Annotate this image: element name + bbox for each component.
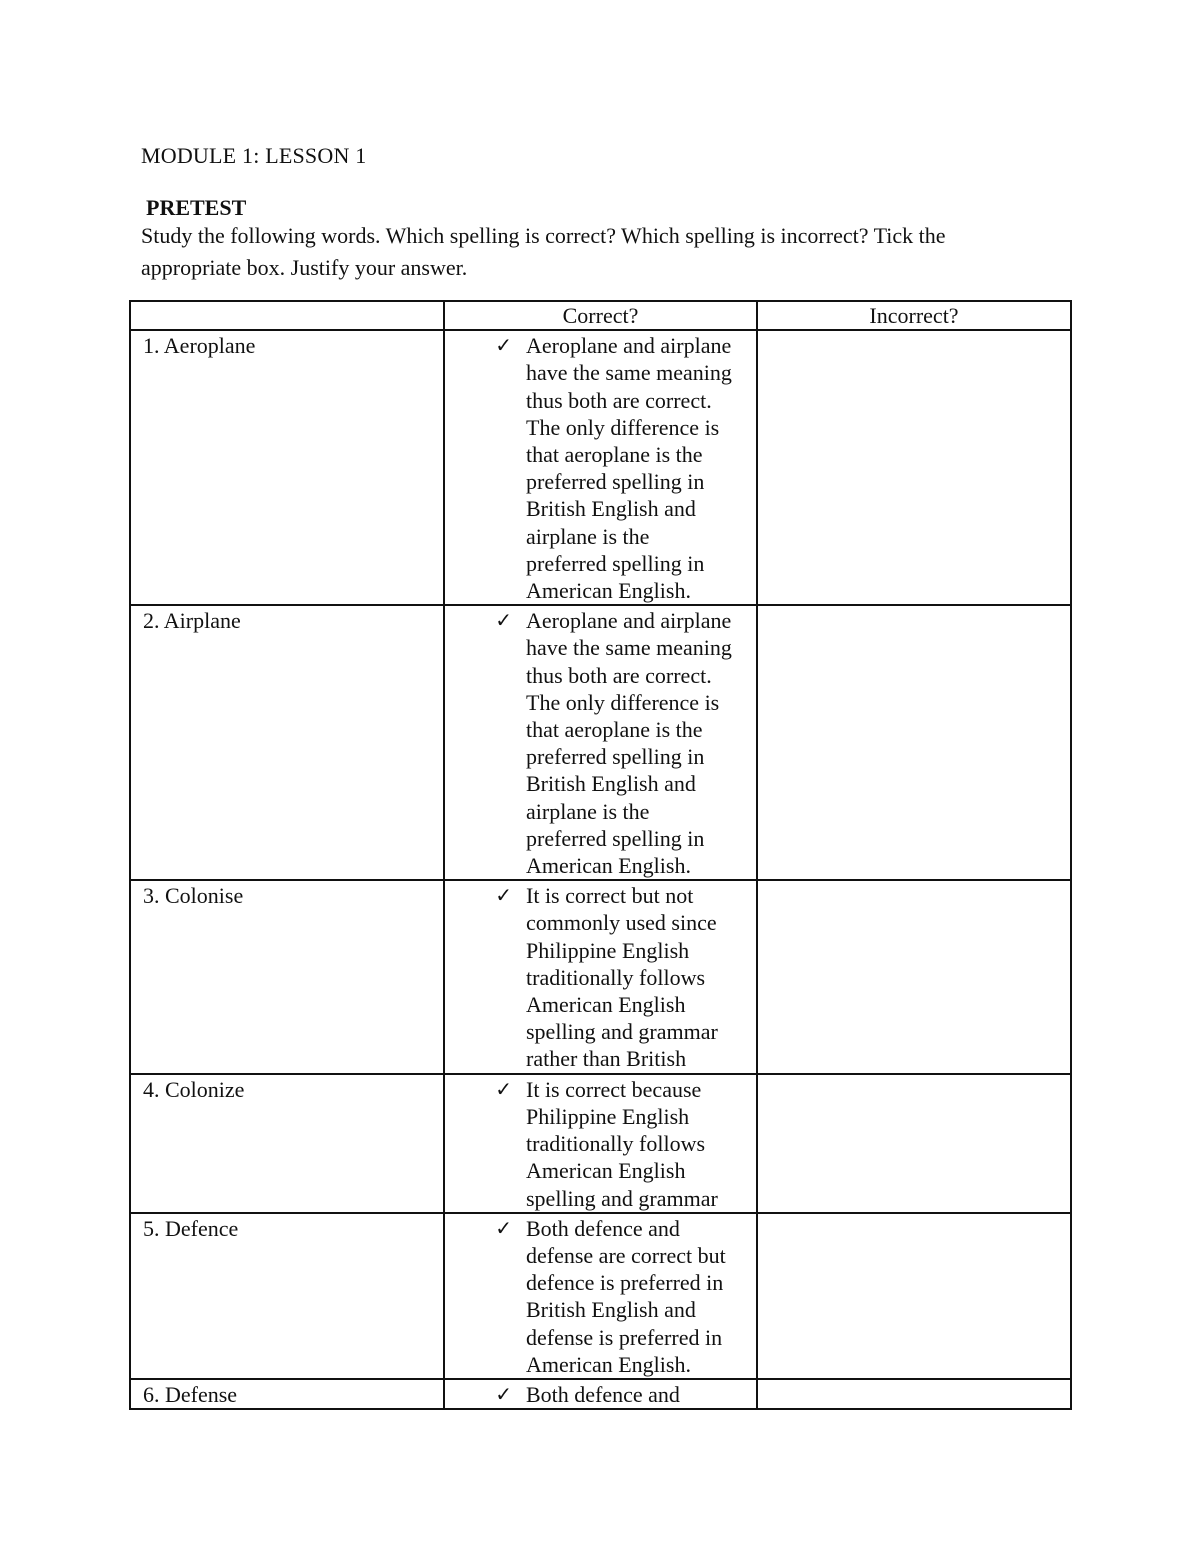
justification-line: It is correct because (526, 1076, 702, 1102)
table-row (130, 1213, 1071, 1379)
check-mark-icon: ✓ (495, 1381, 512, 1406)
justification-line: Philippine English (526, 1103, 690, 1129)
table-row (130, 1074, 1071, 1213)
incorrect-cell (757, 1379, 1071, 1409)
justification-line: have the same meaning (526, 360, 732, 386)
justification-line: airplane is the (526, 523, 650, 549)
justification-line: Philippine English (526, 937, 690, 963)
word-cell: 1. Aeroplane (130, 330, 444, 605)
check-mark-icon: ✓ (495, 1076, 512, 1101)
justification-line: British English and (526, 496, 696, 522)
justification-line: American English. (526, 853, 691, 879)
instructions-line: Study the following words. Which spelling is correct? Which spelling is incorrect? Tick the (141, 223, 946, 248)
instructions-line: appropriate box. Justify your answer. (141, 255, 468, 280)
justification-line: defence is preferred in (526, 1270, 724, 1296)
correct-cell (444, 1379, 757, 1409)
justification-line: preferred spelling in (526, 550, 705, 576)
justification-line: preferred spelling in (526, 825, 705, 851)
correct-answer (445, 332, 756, 604)
justification-text (526, 1381, 756, 1408)
justification-line: spelling and grammar (526, 1019, 718, 1045)
justification-line: rather than British (526, 1046, 687, 1072)
justification-line: Aeroplane and airplane (526, 608, 732, 634)
justification-line: airplane is the (526, 798, 650, 824)
check-mark-icon: ✓ (495, 883, 512, 908)
word-cell: 4. Colonize (130, 1074, 444, 1213)
justification-line: British English and (526, 771, 696, 797)
table-row (130, 880, 1071, 1073)
correct-answer (445, 1076, 756, 1212)
justification-line: preferred spelling in (526, 744, 705, 770)
justification-line: American English. (526, 1351, 691, 1377)
correct-cell (444, 330, 757, 605)
justification-line: thus both are correct. (526, 662, 712, 688)
justification-line: American English (526, 992, 686, 1018)
section-heading: PRETEST (146, 195, 247, 220)
correct-answer (445, 882, 756, 1072)
correct-cell (444, 605, 757, 880)
correct-cell (444, 1074, 757, 1213)
word-cell: 2. Airplane (130, 605, 444, 880)
justification-line: Both defence and (526, 1215, 680, 1241)
check-mark-icon: ✓ (495, 1215, 512, 1240)
justification-line: traditionally follows (526, 1131, 706, 1157)
justification-line: American English (526, 1158, 686, 1184)
justification-line: The only difference is (526, 689, 720, 715)
justification-line: have the same meaning (526, 635, 732, 661)
correct-cell (444, 880, 757, 1073)
incorrect-cell (757, 880, 1071, 1073)
justification-line: that aeroplane is the (526, 442, 703, 468)
justification-text (526, 332, 756, 604)
table-row (130, 605, 1071, 880)
header-cell-correct: Correct? (444, 301, 757, 330)
correct-answer (445, 1215, 756, 1378)
justification-line: Aeroplane and airplane (526, 333, 732, 359)
incorrect-cell (757, 330, 1071, 605)
justification-text (526, 882, 756, 1072)
instructions-paragraph (141, 220, 1041, 284)
module-title: MODULE 1: LESSON 1 (141, 143, 367, 168)
table-row (130, 330, 1071, 605)
justification-line: American English. (526, 578, 691, 604)
incorrect-cell (757, 605, 1071, 880)
header-cell-incorrect: Incorrect? (757, 301, 1071, 330)
justification-line: The only difference is (526, 414, 720, 440)
correct-answer (445, 1381, 756, 1408)
justification-text (526, 607, 756, 879)
incorrect-cell (757, 1074, 1071, 1213)
check-mark-icon: ✓ (495, 333, 512, 358)
justification-line: Both defence and (526, 1381, 680, 1407)
correct-cell (444, 1213, 757, 1379)
header-cell-word (130, 301, 444, 330)
justification-line: defense are correct but (526, 1242, 726, 1268)
justification-line: preferred spelling in (526, 469, 705, 495)
answer-table (129, 300, 1072, 1410)
justification-line: traditionally follows (526, 964, 706, 990)
correct-answer (445, 607, 756, 879)
justification-line: thus both are correct. (526, 387, 712, 413)
justification-text (526, 1076, 756, 1212)
word-cell: 3. Colonise (130, 880, 444, 1073)
justification-line: defense is preferred in (526, 1324, 723, 1350)
table-row (130, 1379, 1071, 1409)
table-body (130, 330, 1071, 1409)
justification-line: It is correct but not (526, 883, 694, 909)
incorrect-cell (757, 1213, 1071, 1379)
justification-line: commonly used since (526, 910, 717, 936)
table-header-row (130, 301, 1071, 330)
justification-line: spelling and grammar (526, 1185, 718, 1211)
word-cell: 6. Defense (130, 1379, 444, 1409)
justification-line: that aeroplane is the (526, 717, 703, 743)
justification-text (526, 1215, 756, 1378)
word-cell: 5. Defence (130, 1213, 444, 1379)
check-mark-icon: ✓ (495, 608, 512, 633)
justification-line: British English and (526, 1297, 696, 1323)
